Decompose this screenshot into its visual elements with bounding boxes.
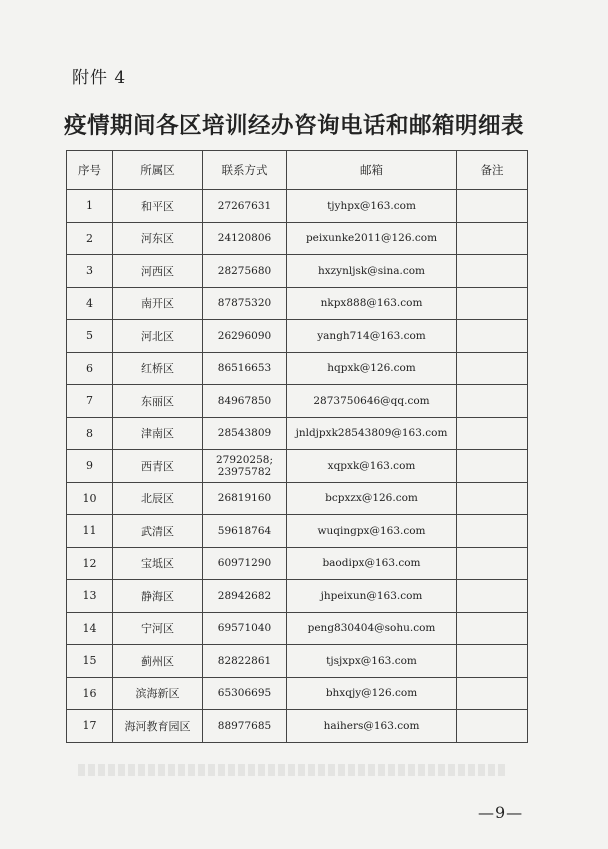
cell-phone: 88977685 — [203, 710, 287, 743]
cell-note — [457, 222, 528, 255]
header-no: 序号 — [67, 151, 113, 190]
header-email: 邮箱 — [287, 151, 457, 190]
cell-no: 13 — [67, 580, 113, 613]
cell-note — [457, 677, 528, 710]
cell-district: 宝坻区 — [113, 547, 203, 580]
cell-email: jnldjpxk28543809@163.com — [287, 417, 457, 450]
cell-email: tjyhpx@163.com — [287, 190, 457, 223]
table-row — [67, 385, 528, 418]
cell-email: xqpxk@163.com — [287, 450, 457, 483]
table-row — [67, 677, 528, 710]
table-row — [67, 222, 528, 255]
cell-phone: 65306695 — [203, 677, 287, 710]
cell-phone: 24120806 — [203, 222, 287, 255]
cell-phone: 26296090 — [203, 320, 287, 353]
table-row — [67, 645, 528, 678]
cell-no: 12 — [67, 547, 113, 580]
table-row — [67, 547, 528, 580]
cell-email: peixunke2011@126.com — [287, 222, 457, 255]
cell-phone: 84967850 — [203, 385, 287, 418]
cell-note — [457, 710, 528, 743]
table-row — [67, 320, 528, 353]
table-row — [67, 710, 528, 743]
cell-note — [457, 320, 528, 353]
cell-phone: 87875320 — [203, 287, 287, 320]
cell-district: 河北区 — [113, 320, 203, 353]
cell-phone: 26819160 — [203, 482, 287, 515]
cell-note — [457, 255, 528, 288]
cell-phone: 28543809 — [203, 417, 287, 450]
cell-district: 红桥区 — [113, 352, 203, 385]
cell-note — [457, 645, 528, 678]
attachment-label: 附件 4 — [72, 68, 127, 88]
cell-phone: 28942682 — [203, 580, 287, 613]
header-note: 备注 — [457, 151, 528, 190]
cell-email: bcpxzx@126.com — [287, 482, 457, 515]
cell-note — [457, 287, 528, 320]
header-district: 所属区 — [113, 151, 203, 190]
table-row — [67, 515, 528, 548]
cell-phone: 82822861 — [203, 645, 287, 678]
table-row — [67, 352, 528, 385]
cell-phone: 28275680 — [203, 255, 287, 288]
cell-phone: 69571040 — [203, 612, 287, 645]
bleed-through-text — [78, 764, 508, 776]
cell-district: 东丽区 — [113, 385, 203, 418]
cell-no: 17 — [67, 710, 113, 743]
cell-district: 滨海新区 — [113, 677, 203, 710]
cell-phone — [203, 450, 287, 483]
cell-email: hxzynljsk@sina.com — [287, 255, 457, 288]
cell-no: 11 — [67, 515, 113, 548]
cell-email: nkpx888@163.com — [287, 287, 457, 320]
cell-email: wuqingpx@163.com — [287, 515, 457, 548]
cell-email: yangh714@163.com — [287, 320, 457, 353]
cell-phone: 60971290 — [203, 547, 287, 580]
page-number: —9— — [478, 803, 524, 822]
cell-no: 6 — [67, 352, 113, 385]
cell-no: 8 — [67, 417, 113, 450]
cell-no: 14 — [67, 612, 113, 645]
cell-no: 4 — [67, 287, 113, 320]
cell-note — [457, 352, 528, 385]
table-body — [67, 190, 528, 743]
phone-line: 23975782 — [217, 465, 272, 478]
cell-no: 5 — [67, 320, 113, 353]
cell-email: baodipx@163.com — [287, 547, 457, 580]
cell-no: 16 — [67, 677, 113, 710]
cell-note — [457, 580, 528, 613]
cell-no: 3 — [67, 255, 113, 288]
cell-district: 南开区 — [113, 287, 203, 320]
cell-district: 北辰区 — [113, 482, 203, 515]
table-row — [67, 580, 528, 613]
cell-email: jhpeixun@163.com — [287, 580, 457, 613]
cell-no: 10 — [67, 482, 113, 515]
cell-district: 静海区 — [113, 580, 203, 613]
phone-line: 27920258; — [216, 453, 273, 466]
cell-no: 9 — [67, 450, 113, 483]
cell-district: 河西区 — [113, 255, 203, 288]
cell-note — [457, 190, 528, 223]
cell-note — [457, 450, 528, 483]
cell-district: 宁河区 — [113, 612, 203, 645]
table-row — [67, 482, 528, 515]
cell-district: 海河教育园区 — [113, 710, 203, 743]
table-header-row — [67, 151, 528, 190]
cell-no: 1 — [67, 190, 113, 223]
document-title: 疫情期间各区培训经办咨询电话和邮箱明细表 — [64, 113, 525, 139]
cell-email: tjsjxpx@163.com — [287, 645, 457, 678]
cell-email: haihers@163.com — [287, 710, 457, 743]
header-phone: 联系方式 — [203, 151, 287, 190]
cell-note — [457, 515, 528, 548]
cell-phone: 86516653 — [203, 352, 287, 385]
cell-phone: 27267631 — [203, 190, 287, 223]
cell-no: 15 — [67, 645, 113, 678]
cell-no: 7 — [67, 385, 113, 418]
cell-district: 和平区 — [113, 190, 203, 223]
cell-note — [457, 482, 528, 515]
table-row — [67, 417, 528, 450]
table-row — [67, 255, 528, 288]
cell-email: peng830404@sohu.com — [287, 612, 457, 645]
cell-note — [457, 417, 528, 450]
contacts-table — [66, 150, 528, 743]
table-row — [67, 287, 528, 320]
cell-district: 蓟州区 — [113, 645, 203, 678]
cell-district: 河东区 — [113, 222, 203, 255]
cell-email: hqpxk@126.com — [287, 352, 457, 385]
cell-district: 津南区 — [113, 417, 203, 450]
cell-no: 2 — [67, 222, 113, 255]
table-row — [67, 190, 528, 223]
cell-email: 2873750646@qq.com — [287, 385, 457, 418]
cell-email: bhxqjy@126.com — [287, 677, 457, 710]
cell-district: 武清区 — [113, 515, 203, 548]
cell-district: 西青区 — [113, 450, 203, 483]
cell-note — [457, 612, 528, 645]
cell-note — [457, 385, 528, 418]
table-row — [67, 450, 528, 483]
cell-note — [457, 547, 528, 580]
table-row — [67, 612, 528, 645]
cell-phone: 59618764 — [203, 515, 287, 548]
